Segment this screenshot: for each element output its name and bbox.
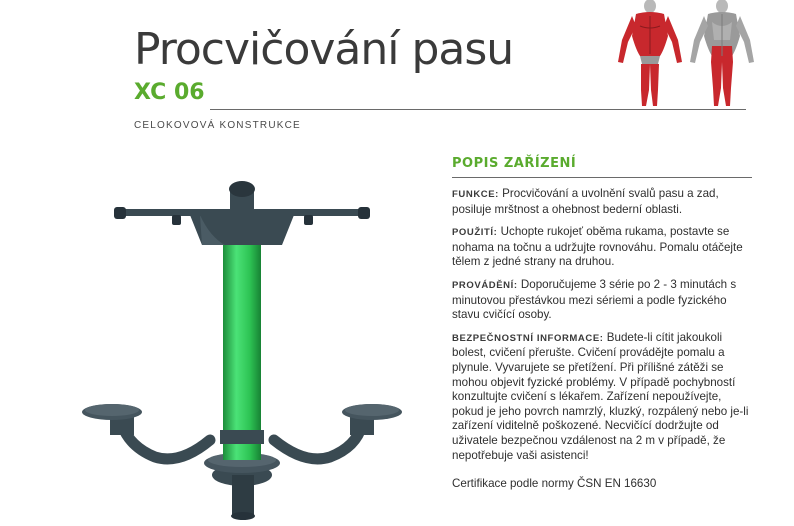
left-arm (122, 425, 210, 459)
section-label: PROVÁDĚNÍ: (452, 279, 518, 291)
title-divider (210, 109, 746, 110)
section-label: POUŽITÍ: (452, 227, 498, 239)
front-muscle-figure (618, 0, 682, 106)
section-execution (452, 278, 752, 323)
description-panel (452, 156, 752, 492)
post-collar (220, 430, 264, 444)
section-label: BEZPEČNOSTNÍ INFORMACE: (452, 332, 604, 344)
base-foot (232, 475, 254, 517)
handle-bar (120, 209, 366, 216)
description-title: POPIS ZAŘÍZENÍ (452, 156, 577, 171)
page-title: Procvičování pasu (134, 24, 514, 75)
section-label: FUNKCE: (452, 189, 499, 200)
section-usage (452, 225, 752, 270)
product-code: XC 06 (134, 80, 205, 105)
section-text: Budete-li cítit jakoukoli bolest, cvičení přerušte. Cvičení provádějte pomalu a plynule. Vyvarujete se přetížení. Při přílišné zátěži se mohou objevit fyzické problémy. V případě pochybností konzultujte cvičení s lékařem. Zařízení nepoužívejte, pokud je jeho povrch namrzlý, kluzký, rozpálený nebo je-li zařízení viditelně poškozené. Necvičící dodržujte od uživatele bezpečnou vzdálenost na 2 m v případě, že nepotřebuje vaši asistenci! (452, 330, 749, 462)
section-text: Doporučujeme 3 série po 2 - 3 minutách s minutovou přestávkou mezi sériemi a podle fyzického stavu cvičící osoby. (452, 277, 737, 322)
certification-text: Certifikace podle normy ČSN EN 16630 (452, 477, 657, 491)
construction-label: CELOKOVOVÁ KONSTRUKCE (134, 120, 301, 131)
description-divider (452, 177, 752, 178)
green-post (223, 245, 261, 460)
back-muscle-figure (690, 0, 754, 106)
section-safety (452, 331, 752, 463)
section-function (452, 187, 752, 217)
waist-twister-machine-icon (60, 175, 420, 525)
section-text: Uchopte rukojeť oběma rukama, postavte se nohama na točnu a udržujte rovnováhu. Pomalu otáčejte tělem z jedné strany na druhou. (452, 225, 743, 269)
muscle-anatomy-icon (612, 0, 762, 108)
section-text: Procvičování a uvolnění svalů pasu a zad, posiluje mrštnost a ohebnost bederní oblasti. (452, 187, 719, 216)
right-arm (274, 425, 362, 459)
